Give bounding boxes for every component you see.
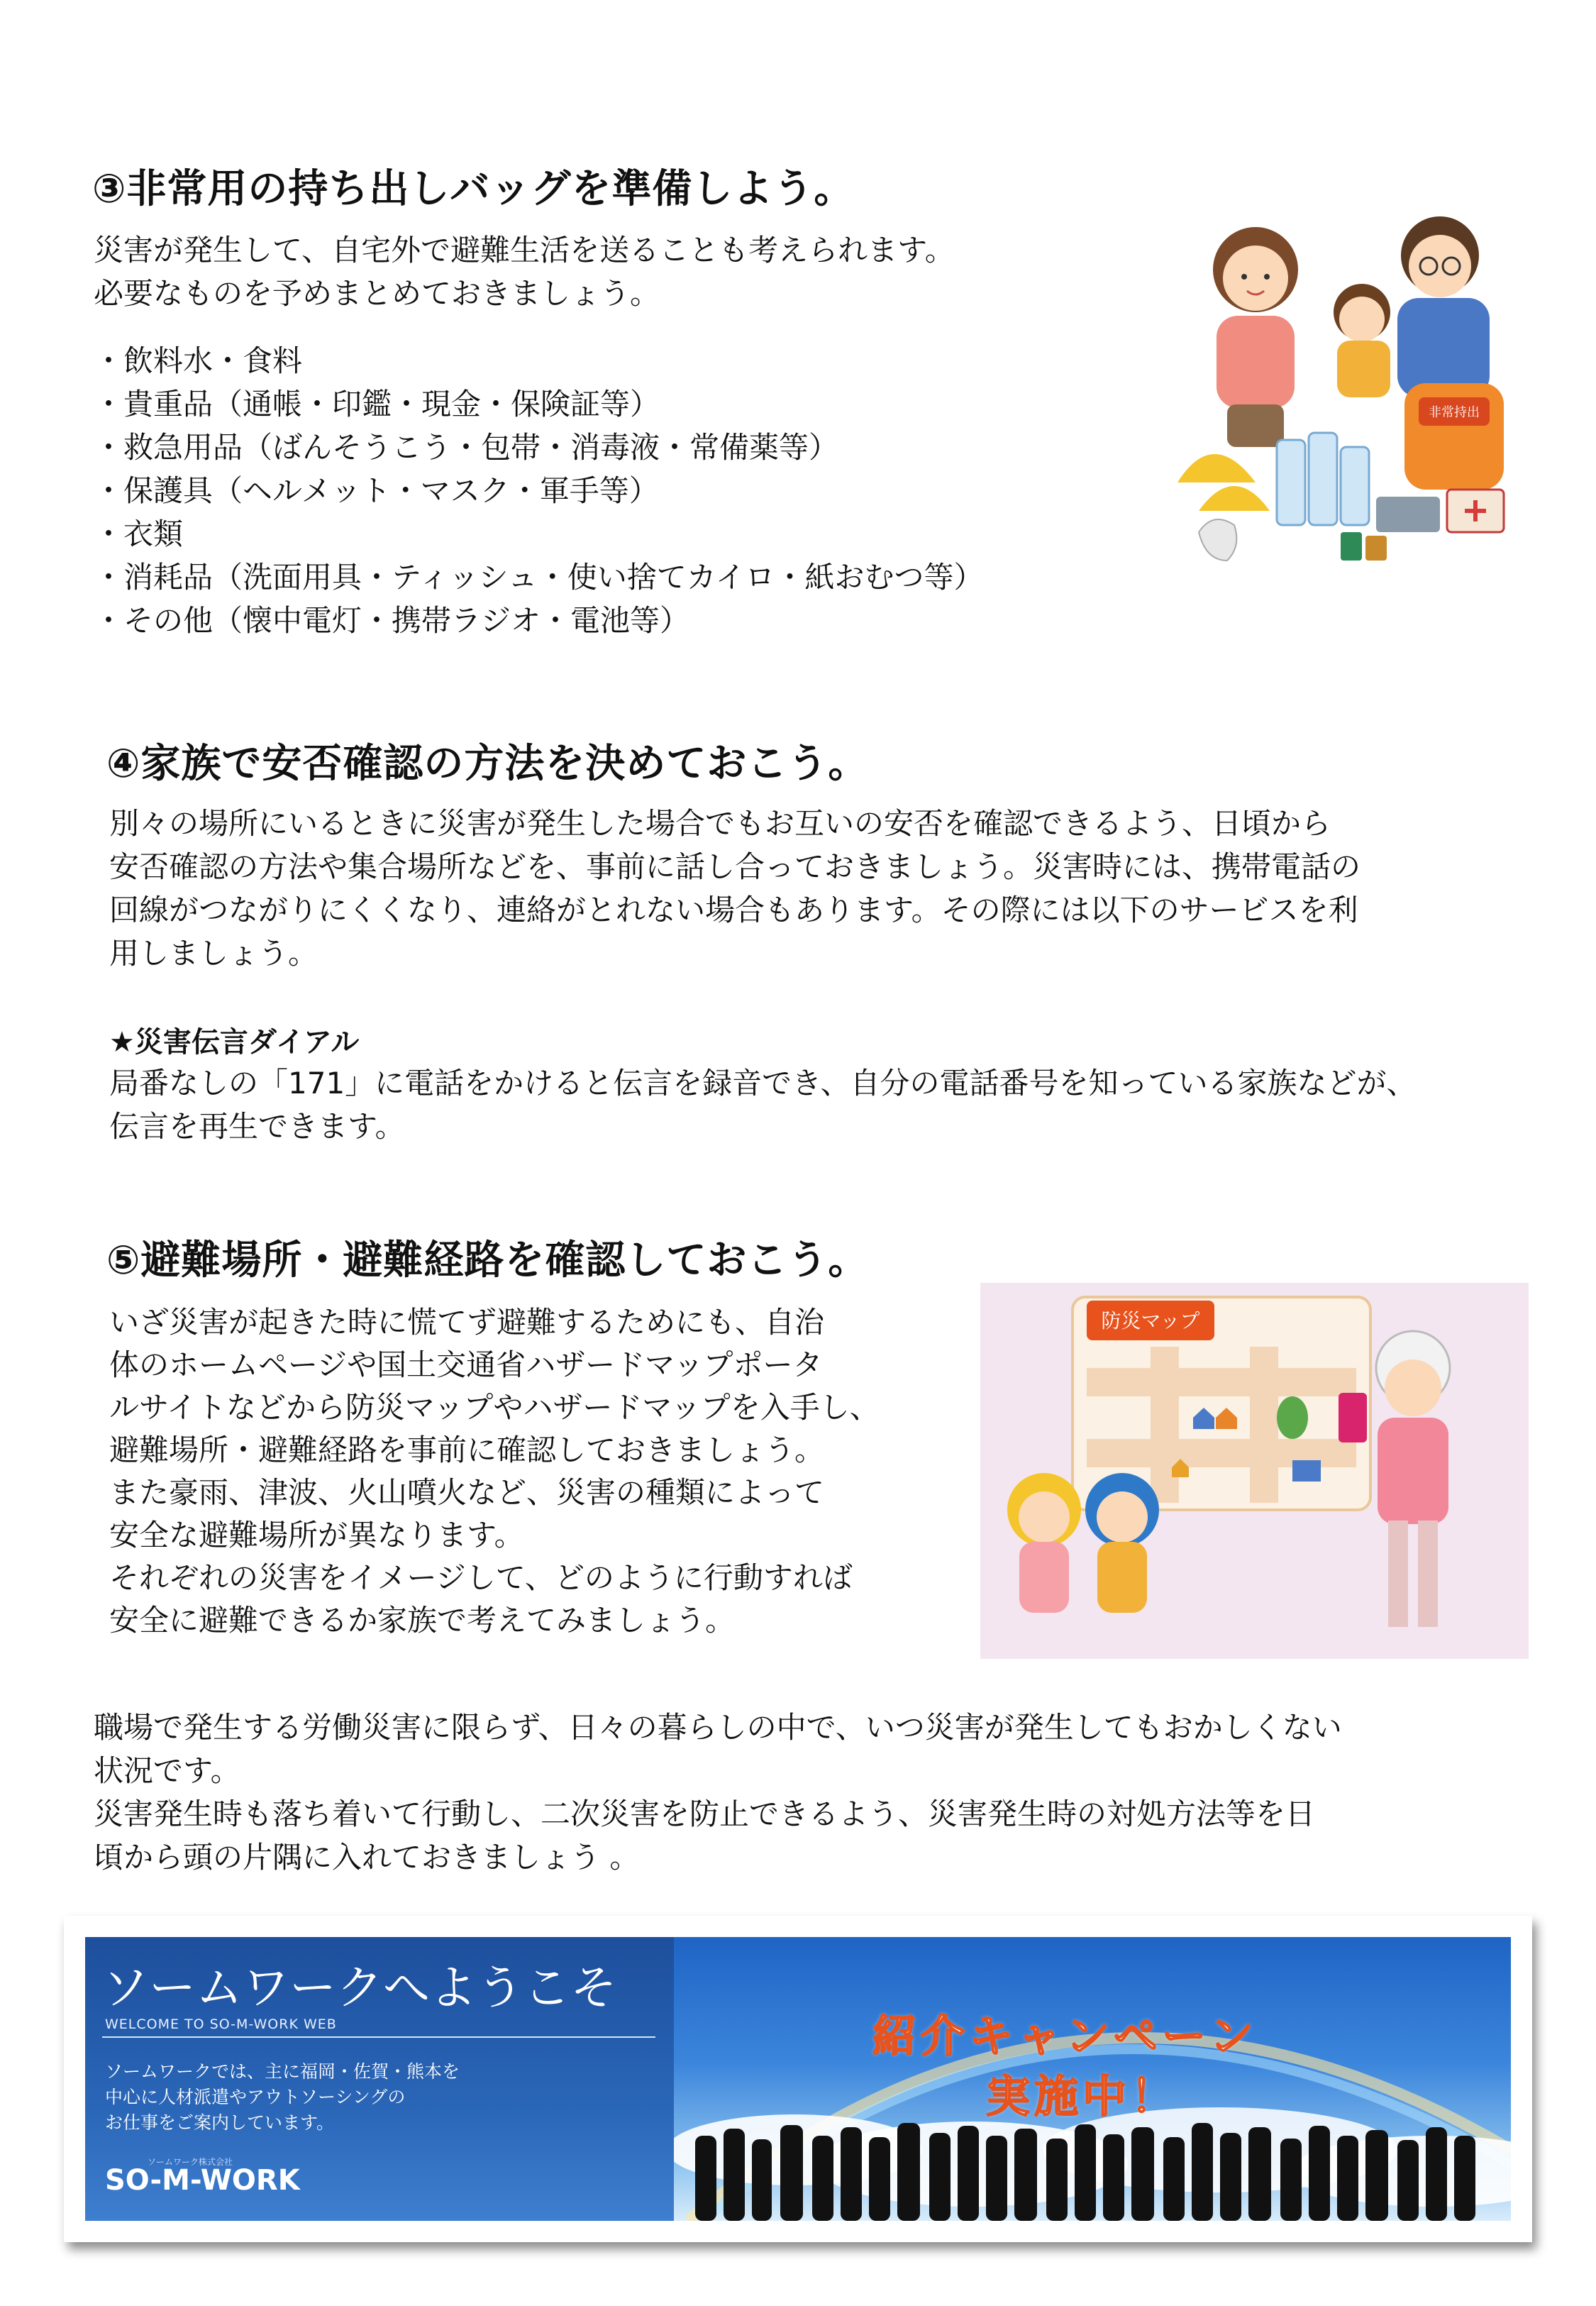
section5-body-line: いざ災害が起きた時に慌てず避難するためにも、自治: [109, 1305, 825, 1340]
section4-body: [109, 802, 1361, 975]
banner-subtitle: WELCOME TO SO-M-WORK WEB: [105, 2017, 337, 2032]
banner-description: [105, 2059, 460, 2136]
closing-line: 職場で発生する労働災害に限らず、日々の暮らしの中で、いつ災害が発生してもおかしくない: [94, 1710, 1342, 1745]
so-m-work-logo: SO-M-WORK: [105, 2164, 300, 2197]
company-name-small: ソームワーク株式会社: [148, 2157, 233, 2167]
banner-text-panel: [85, 1937, 674, 2221]
section5-title: ⑤避難場所・避難経路を確認しておこう。: [106, 1237, 869, 1284]
banner-description-line: お仕事をご案内しています。: [105, 2112, 335, 2133]
banner-description-line: 中心に人材派遣やアウトソーシングの: [105, 2087, 406, 2107]
list-item: ・貴重品（通帳・印鑑・現金・保険証等）: [94, 387, 660, 421]
list-item: ・衣類: [94, 517, 184, 551]
section3-item-list: [94, 339, 984, 642]
section5-body: [109, 1301, 880, 1642]
section5-body-line: 体のホームページや国土交通省ハザードマップポータ: [109, 1347, 823, 1382]
list-item: ・救急用品（ばんそうこう・包帯・消毒液・常備薬等）: [94, 430, 839, 465]
hazard-map-illustration: [980, 1283, 1529, 1659]
list-item: ・保護具（ヘルメット・マスク・軍手等）: [94, 473, 659, 508]
section5-body-line: 避難場所・避難経路を事前に確認しておきましょう。: [109, 1433, 825, 1467]
section3-intro-line: 必要なものを予めまとめておきましょう。: [94, 276, 660, 311]
campaign-heading: 紹介キャンペーン: [872, 2010, 1258, 2062]
section5-body-line: ルサイトなどから防災マップやハザードマップを入手し、: [109, 1390, 880, 1425]
so-m-work-banner[interactable]: [64, 1916, 1532, 2242]
campaign-subheading: 実施中！: [986, 2070, 1180, 2122]
section5-body-line: 安全な避難場所が異なります。: [109, 1518, 524, 1552]
section4-title: ④家族で安否確認の方法を決めておこう。: [106, 741, 869, 787]
list-item: ・消耗品（洗面用具・ティッシュ・使い捨てカイロ・紙おむつ等）: [94, 560, 984, 595]
closing-line: 頃から頭の片隅に入れておきましょう 。: [94, 1840, 640, 1875]
section4-body-line: 別々の場所にいるときに災害が発生した場合でもお互いの安否を確認できるよう、日頃から: [109, 806, 1331, 841]
list-item: ・その他（懐中電灯・携帯ラジオ・電池等）: [94, 603, 690, 638]
section3-title: ③非常用の持ち出しバッグを準備しよう。: [92, 166, 855, 212]
closing-message: [94, 1706, 1342, 1879]
section3-intro-line: 災害が発生して、自宅外で避難生活を送ることも考えられます。: [94, 233, 955, 267]
banner-divider: [102, 2036, 655, 2038]
banner-title: ソームワークへようこそ: [102, 1960, 617, 2015]
closing-line: 災害発生時も落ち着いて行動し、二次災害を防止できるよう、災害発生時の対処方法等を日: [94, 1797, 1316, 1831]
disaster-dial-description: [109, 1061, 1417, 1148]
section5-body-line: 安全に避難できるか家族で考えてみましょう。: [109, 1603, 736, 1638]
section3-intro: [94, 228, 955, 315]
section5-body-line: また豪雨、津波、火山噴火など、災害の種類によって: [109, 1475, 825, 1510]
banner-image: [85, 1937, 1511, 2221]
disaster-dial-heading: ★災害伝言ダイアル: [109, 1026, 360, 1059]
disaster-dial-line: 伝言を再生できます。: [109, 1109, 405, 1144]
disaster-dial-line: 局番なしの「171」に電話をかけると伝言を録音でき、自分の電話番号を知っている家族などが、: [109, 1066, 1417, 1100]
section4-body-line: 回線がつながりにくくなり、連絡がとれない場合もあります。その際には以下のサービスを利: [109, 893, 1358, 927]
section5-body-line: それぞれの災害をイメージして、どのように行動すれば: [109, 1560, 853, 1595]
closing-line: 状況です。: [94, 1753, 240, 1788]
bag-label: 非常持出: [1429, 405, 1480, 420]
banner-description-line: ソームワークでは、主に福岡・佐賀・熊本を: [105, 2061, 460, 2082]
map-label: 防災マップ: [1101, 1309, 1200, 1333]
list-item: ・飲料水・食料: [94, 343, 303, 378]
section4-body-line: 用しましょう。: [109, 936, 318, 971]
section4-body-line: 安否確認の方法や集合場所などを、事前に話し合っておきましょう。災害時には、携帯電話の: [109, 849, 1361, 884]
family-emergency-bag-illustration: [1170, 213, 1525, 568]
